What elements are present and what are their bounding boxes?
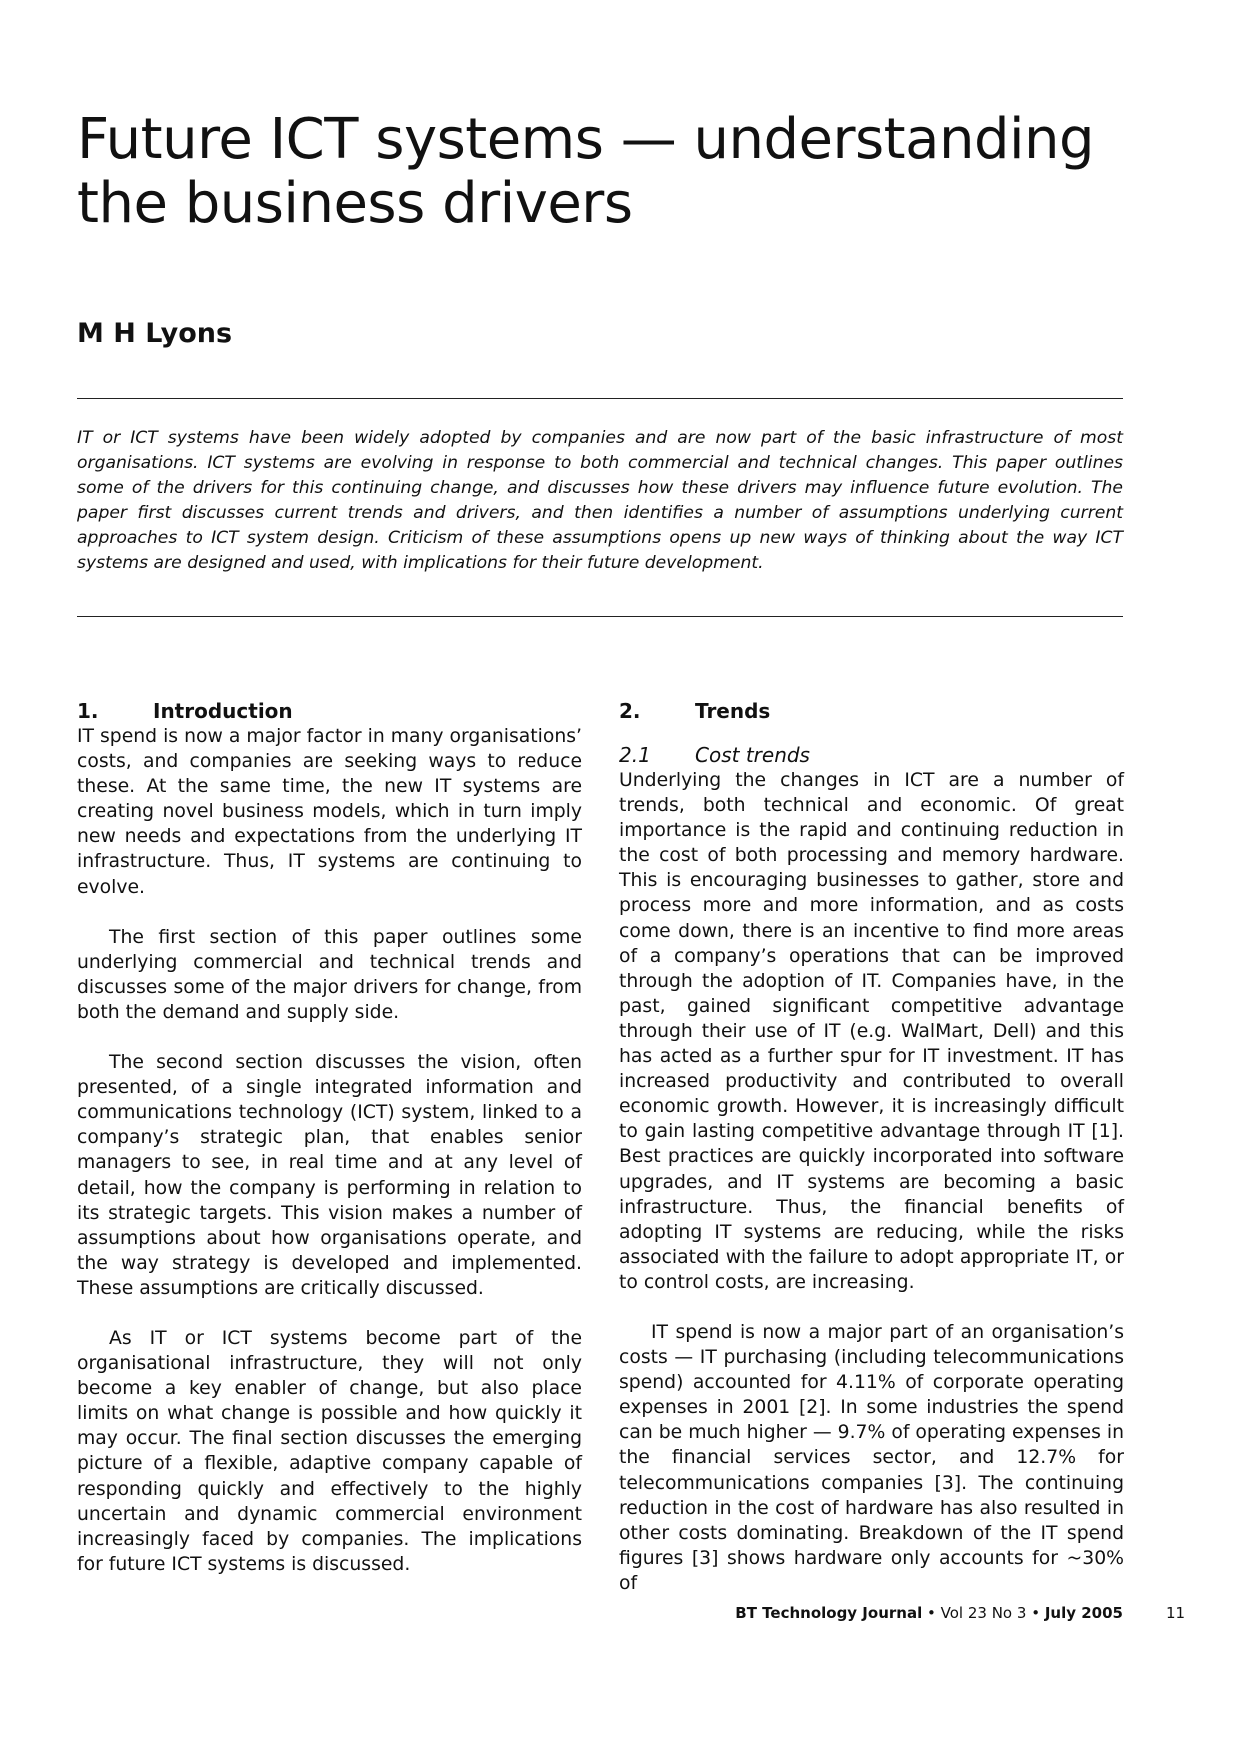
footer-separator: • [1031,1604,1041,1622]
section-title: Trends [695,699,771,723]
article-title: Future ICT systems — understanding the business drivers [77,107,1095,236]
subsection-heading [619,742,1124,768]
publication-date: July 2005 [1044,1604,1123,1622]
right-column [619,698,1124,1596]
paragraph: Underlying the changes in ICT are a number of trends, both technical and economic. Of great importance is the rapid and continuing reduction in the cost of both processing and memory hardware. This is encouraging businesses to gather, store and process more and more information, and as costs come down, there is an incentive to find more areas of a company’s operations that can be improved through the adoption of IT. Companies have, in the past, gained significant competitive advantage through their use of IT (e.g. WalMart, Dell) and this has acted as a further spur for IT investment. IT has increased productivity and contributed to overall economic growth. However, it is increasingly difficult to gain lasting competitive advantage through IT [1]. Best practices are quickly incorporated into software upgrades, and IT systems are becoming a basic infrastructure. Thus, the financial benefits of adopting IT systems are reducing, while the risks associated with the failure to adopt appropriate IT, or to control costs, are increasing. [619,770,1124,1293]
paragraph: The first section of this paper outlines some underlying commercial and technical trends and discusses some of the major drivers for change, from both the demand and supply side. [77,926,582,1023]
bottom-divider [77,616,1123,617]
section-heading [619,698,1124,724]
subsection-title: Cost trends [695,743,810,767]
section-heading [77,698,582,724]
abstract: IT or ICT systems have been widely adopted by companies and are now part of the basic infrastructure of most organisations. ICT systems are evolving in response to both commercial and technical changes. This paper outlines some of the drivers for this continuing change, and discusses how these drivers may influence future evolution. The paper first discusses current trends and drivers, and then identifies a number of assumptions underlying current approaches to ICT system design. Criticism of these assumptions opens up new ways of thinking about the way ICT systems are designed and used, with implications for their future development. [77,428,1123,573]
top-divider [77,398,1123,399]
section-number: 2. [619,699,641,723]
footer-separator: • [927,1604,936,1622]
section-title: Introduction [153,699,293,723]
journal-name: BT Technology Journal [735,1604,923,1622]
paragraph: As IT or ICT systems become part of the organisational infrastructure, they will not only become a key enabler of change, but also place limits on what change is possible and how quickly it may occur. The final section discusses the emerging picture of a flexible, adaptive company capable of responding quickly and effectively to the highly uncertain and dynamic commercial environment increasingly faced by companies. The implications for future ICT systems is discussed. [77,1327,582,1575]
volume-issue: Vol 23 No 3 [940,1604,1027,1622]
paragraph: The second section discusses the vision, often presented, of a single integrated information and communications technology (ICT) system, linked to a company’s strategic plan, that enables senior managers to see, in real time and at any level of detail, how the company is performing in relation to its strategic targets. This vision makes a number of assumptions about how organisations operate, and the way strategy is developed and implemented. These assumptions are critically discussed. [77,1052,582,1299]
subsection-number: 2.1 [619,743,651,767]
running-footer [600,1604,1123,1622]
page-number: 11 [1166,1604,1186,1622]
paragraph: IT spend is now a major factor in many organisations’ costs, and companies are seeking ways to reduce these. At the same time, the new IT systems are creating novel business models, which in turn imply new needs and expectations from the underlying IT infrastructure. Thus, IT systems are continuing to evolve. [77,726,582,898]
section-number: 1. [77,699,99,723]
paragraph: IT spend is now a major part of an organisation’s costs — IT purchasing (including telecommunications spend) accounted for 4.11% of corporate operating expenses in 2001 [2]. In some industries the spend can be much higher — 9.7% of operating expenses in the financial services sector, and 12.7% for telecommunications companies [3]. The continuing reduction in the cost of hardware has also resulted in other costs dominating. Breakdown of the IT spend figures [3] shows hardware only accounts for ~30% of [619,1321,1124,1594]
author-name: M H Lyons [77,318,233,349]
left-column [77,698,582,1577]
